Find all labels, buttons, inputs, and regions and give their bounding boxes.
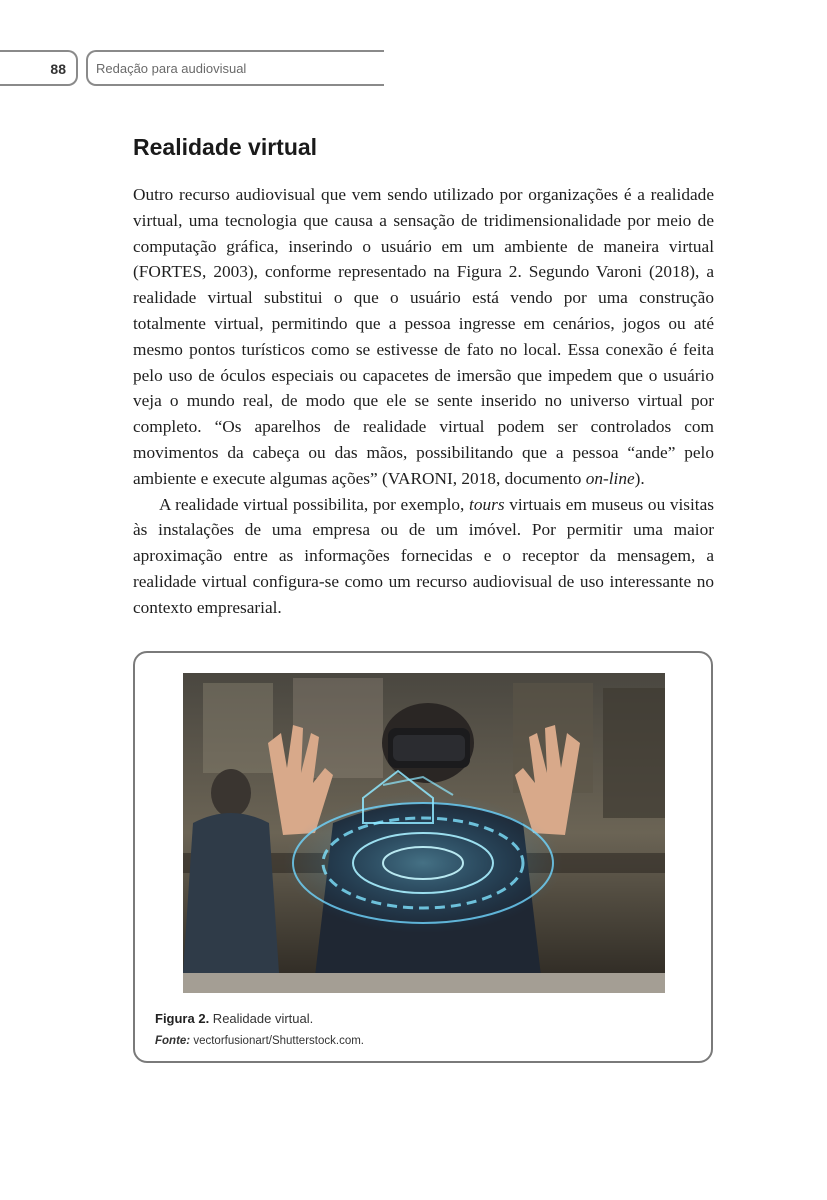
figure-source (155, 1035, 364, 1047)
source-label: Fonte: (155, 1035, 191, 1047)
paragraph-2 (133, 492, 714, 621)
paragraph-2-italic: tours (469, 494, 505, 514)
figure-box (133, 651, 713, 1063)
paragraph-1-text: Outro recurso audiovisual que vem sendo utilizado por organizações é a realidade virtual, uma tecnologia que causa a sensação de tridimensionalidade por meio de computação gráfica, inserindo o usuário em um ambiente de maneira virtual (FORTES, 2003), conforme representado na Figura 2. Segundo Varoni (2018), a realidade virtual substitui o que o usuário está vendo por uma construção totalmente virtual, permitindo que a pessoa ingresse em cenários, jogos ou até mesmo pontos turísticos como se estivesse de fato no local. Essa conexão é feita pelo uso de óculos especiais ou capacetes de imersão que impedem que o usuário veja o mundo real, de modo que ele se sente inserido no universo virtual por completo. “Os aparelhos de realidade virtual podem ser controlados com movimentos da cabeça ou das mãos, possibilitando que a pessoa “ande” pelo ambiente e execute algumas ações” (VARONI, 2018, documento (133, 185, 714, 488)
body-text (133, 182, 714, 621)
caption-text: Realidade virtual. (209, 1011, 314, 1026)
paragraph-1-end: ). (634, 468, 645, 488)
paragraph-2-text: A realidade virtual possibilita, por exemplo, (159, 494, 470, 514)
section-heading: Realidade virtual (133, 134, 318, 160)
caption-label: Figura 2. (155, 1011, 210, 1026)
page-number: 88 (50, 61, 66, 77)
page-number-box (0, 50, 78, 86)
source-text: vectorfusionart/Shutterstock.com. (190, 1035, 364, 1047)
figure-caption (155, 1011, 313, 1026)
paragraph-1 (133, 182, 714, 492)
paragraph-1-italic: on-line (585, 468, 635, 488)
vr-photo (183, 673, 665, 993)
paragraph-2-end: virtuais em museus ou visitas às instalações de uma empresa ou de um imóvel. Por permitir uma maior aproximação entre as informações fornecidas e o receptor da mensagem, a realidade virtual configura-se como um recurso audiovisual de uso interessante no contexto empresarial. (133, 494, 715, 617)
running-title: Redação para audiovisual (96, 61, 247, 76)
running-header (86, 50, 384, 86)
vr-illustration (183, 673, 665, 993)
